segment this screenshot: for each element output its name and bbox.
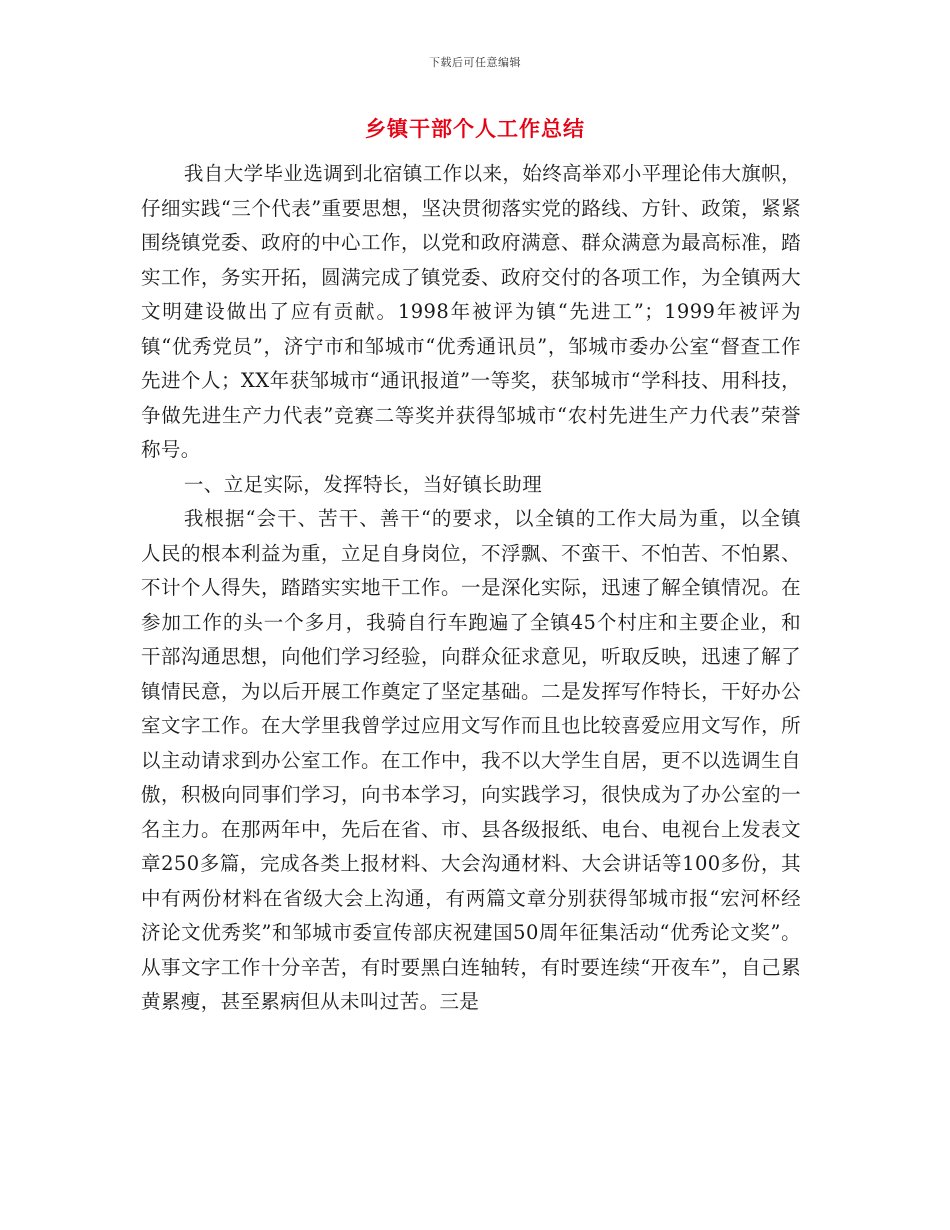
- download-note: 下载后可任意编辑: [429, 56, 521, 69]
- document-title: 乡镇干部个人工作总结: [365, 117, 585, 141]
- paragraph-section-1: 我根据“会干、苦干、善干“的要求，以全镇的工作大局为重，以全镇人民的根本利益为重，立足自身岗位，不浮飘、不蛮干、不怕苦、不怕累、不计个人得失，踏踏实实地干工作。一是深化实际，迅速了解全镇情况。在参加工作的头一个多月，我骑自行车跑遍了全镇45个村庄和主要企业，和干部沟通思想，向他们学习经验，向群众征求意见，听取反映，迅速了解了镇情民意，为以后开展工作奠定了坚定基础。二是发挥写作特长，干好办公室文字工作。在大学里我曾学过应用文写作而且也比较喜爱应用文写作，所以主动请求到办公室工作。在工作中，我不以大学生自居，更不以选调生自傲，积极向同事们学习，向书本学习，向实践学习，很快成为了办公室的一名主力。在那两年中，先后在省、市、县各级报纸、电台、电视台上发表文章250多篇，完成各类上报材料、大会沟通材料、大会讲话等100多份，其中有两份材料在省级大会上沟通，有两篇文章分别获得邹城市报“宏河杯经济论文优秀奖”和邹城市委宣传部庆祝建国50周年征集活动“优秀论文奖”。从事文字工作十分辛苦，有时要黑白连轴转，有时要连续“开夜车”，自己累黄累瘦，甚至累病但从未叫过苦。三是: [141, 507, 801, 1013]
- document-body: [141, 157, 801, 1020]
- section-heading-1: 一、立足实际，发挥特长，当好镇长助理: [183, 472, 543, 496]
- paragraph-intro: 我自大学毕业选调到北宿镇工作以来，始终高举邓小平理论伟大旗帜，仔细实践“三个代表”重要思想，坚决贯彻落实党的路线、方针、政策，紧紧围绕镇党委、政府的中心工作，以党和政府满意、群众满意为最高标准，踏实工作，务实开拓，圆满完成了镇党委、政府交付的各项工作，为全镇两大文明建设做出了应有贡献。1998年被评为镇“先进工”；1999年被评为镇“优秀党员”，济宁市和邹城市“优秀通讯员”，邹城市委办公室“督查工作先进个人；XX年获邹城市“通讯报道”一等奖，获邹城市“学科技、用科技，争做先进生产力代表”竞赛二等奖并获得邹城市“农村先进生产力代表”荣誉称号。: [141, 162, 801, 461]
